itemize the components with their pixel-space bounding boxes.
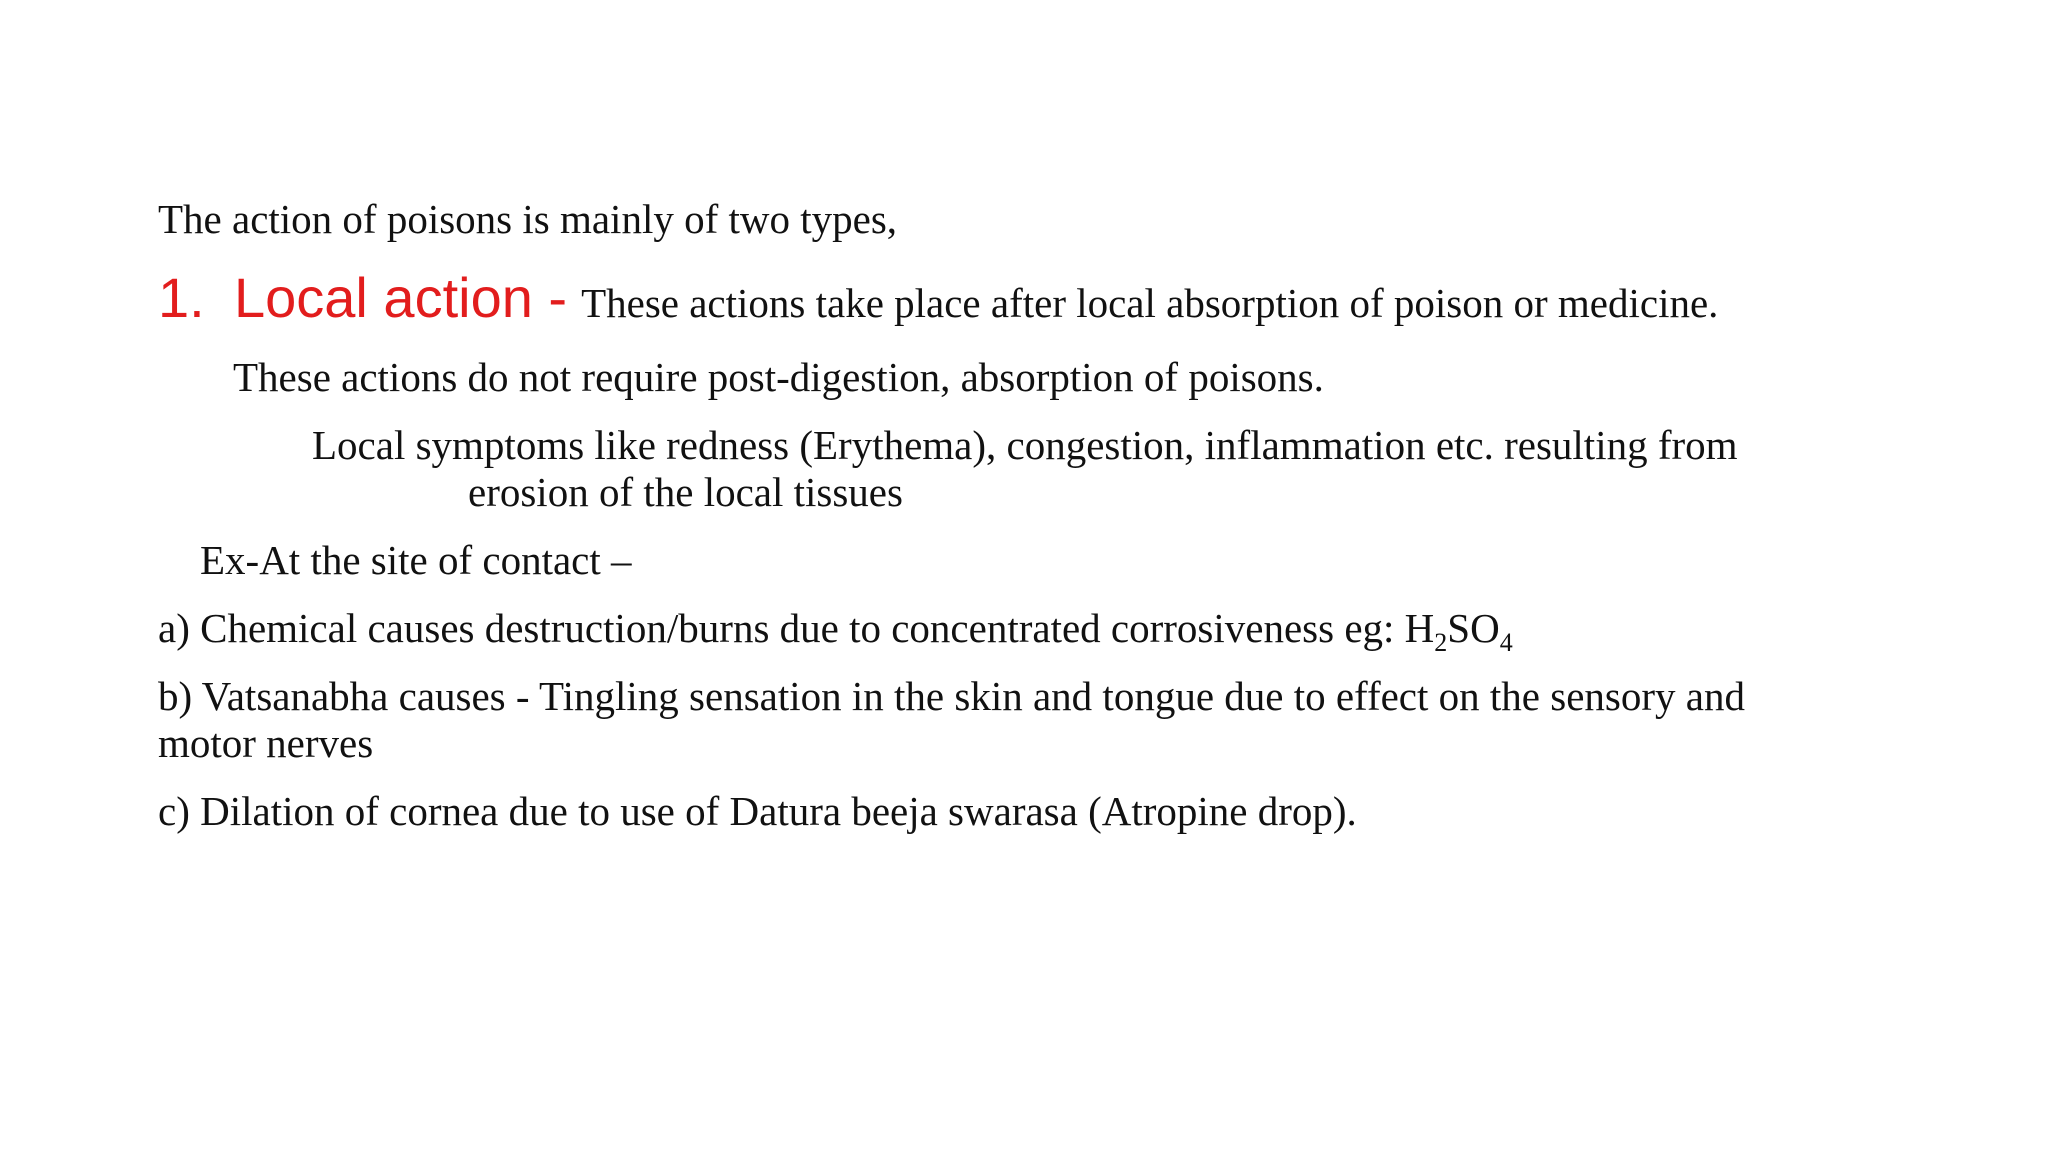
heading-title: Local action -	[234, 266, 568, 329]
list-item-b-line1: b) Vatsanabha causes - Tingling sensation in the skin and tongue due to effect on the sensory and	[158, 673, 1745, 719]
note-post-digestion: These actions do not require post-digestion, absorption of poisons.	[233, 354, 1324, 400]
list-item-b-line2: motor nerves	[158, 720, 374, 766]
heading-description: These actions take place after local absorption of poison or medicine.	[581, 280, 1719, 326]
intro-text: The action of poisons is mainly of two types,	[158, 196, 898, 242]
list-item-a	[158, 605, 1513, 658]
list-item-a-text: a) Chemical causes destruction/burns due to concentrated corrosiveness eg: H	[158, 605, 1435, 651]
subscript-4: 4	[1499, 628, 1513, 658]
heading-number: 1.	[158, 266, 205, 329]
list-item-a-so: SO	[1447, 605, 1500, 651]
note-local-symptoms-line1: Local symptoms like redness (Erythema), congestion, inflammation etc. resulting from	[312, 422, 1738, 468]
subscript-2: 2	[1434, 628, 1448, 658]
heading-row	[158, 266, 1718, 330]
example-heading: Ex-At the site of contact –	[200, 537, 632, 583]
list-item-c: c) Dilation of cornea due to use of Datura beeja swarasa (Atropine drop).	[158, 788, 1357, 834]
note-local-symptoms-line2: erosion of the local tissues	[468, 469, 903, 515]
